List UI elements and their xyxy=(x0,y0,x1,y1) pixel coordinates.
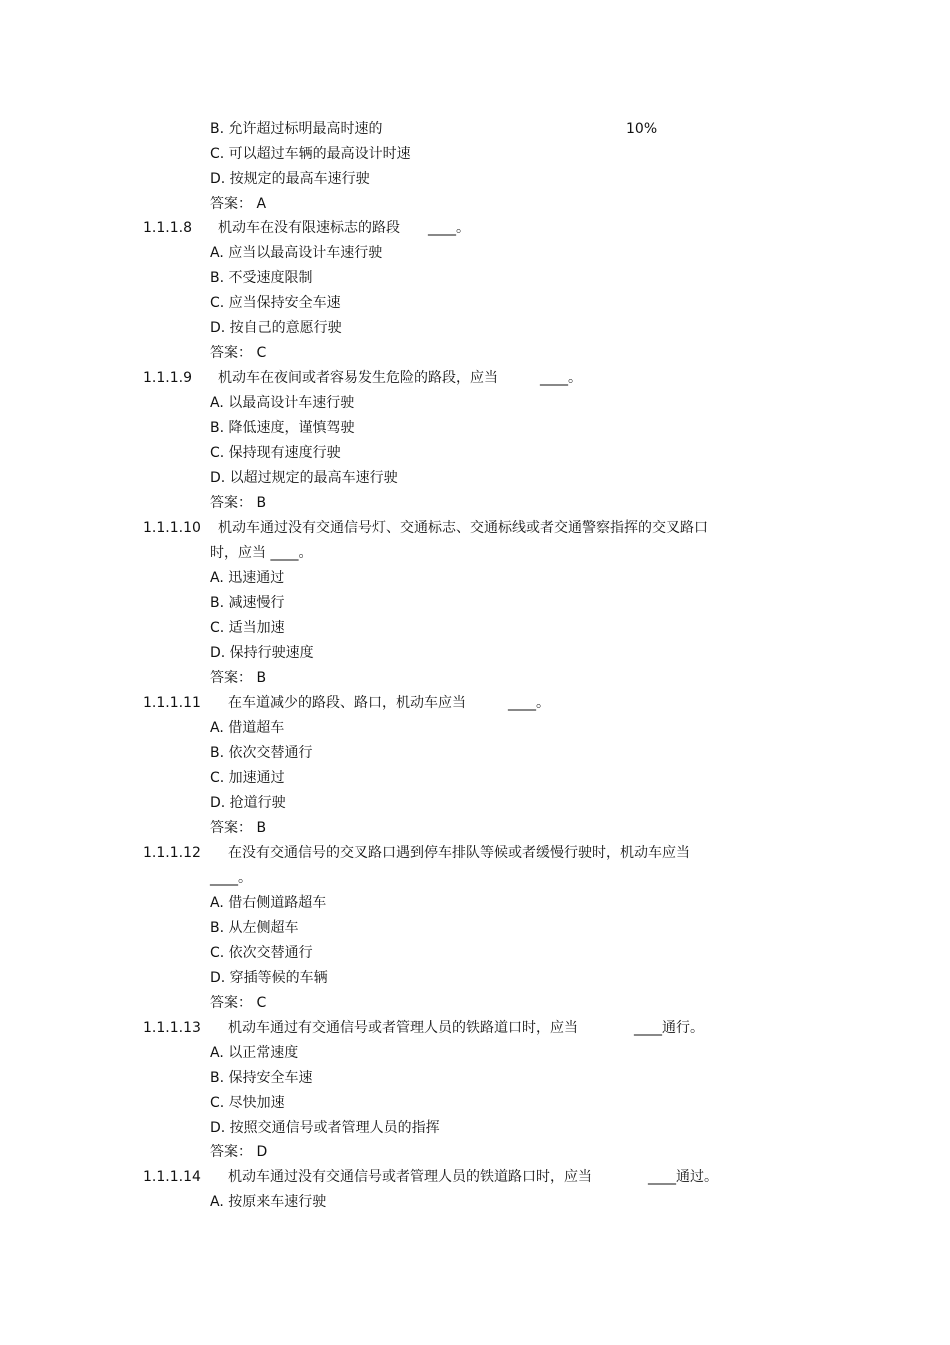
question-text: 机动车通过没有交通信号或者管理人员的铁道路口时，应当 ____通过。 xyxy=(228,1169,718,1185)
option-line: D. 按自己的意愿行驶 xyxy=(210,320,342,336)
option-line: B. 减速慢行 xyxy=(210,595,285,611)
option-line: C. 尽快加速 xyxy=(210,1095,285,1111)
option-line: A. 迅速通过 xyxy=(210,570,285,586)
option-line: B. 不受速度限制 xyxy=(210,270,313,286)
question-text-continued: 时，应当 ____。 xyxy=(210,545,313,561)
option-line: A. 按原来车速行驶 xyxy=(210,1194,327,1210)
option-line: A. 应当以最高设计车速行驶 xyxy=(210,245,383,261)
option-line: D. 按照交通信号或者管理人员的指挥 xyxy=(210,1120,440,1136)
question-number: 1.1.1.9 xyxy=(143,370,192,386)
option-line: C. 加速通过 xyxy=(210,770,285,786)
option-line: A. 以最高设计车速行驶 xyxy=(210,395,355,411)
question-number: 1.1.1.10 xyxy=(143,520,201,536)
question-number: 1.1.1.11 xyxy=(143,695,201,711)
option-line: D. 按规定的最高车速行驶 xyxy=(210,171,370,187)
option-line: D. 保持行驶速度 xyxy=(210,645,314,661)
option-line: B. 降低速度，谨慎驾驶 xyxy=(210,420,355,436)
option-line: C. 可以超过车辆的最高设计时速 xyxy=(210,146,411,162)
option-line: A. 借右侧道路超车 xyxy=(210,895,327,911)
answer-line: 答案： B xyxy=(210,670,267,686)
option-text: B. 允许超过标明最高时速的 xyxy=(210,121,383,137)
question-number: 1.1.1.14 xyxy=(143,1169,201,1185)
question-text: 在车道减少的路段、路口，机动车应当 ____。 xyxy=(228,695,550,711)
option-line: B. 依次交替通行 xyxy=(210,745,313,761)
question-number: 1.1.1.12 xyxy=(143,845,201,861)
option-line: A. 借道超车 xyxy=(210,720,285,736)
option-line: A. 以正常速度 xyxy=(210,1045,299,1061)
question-text: 机动车在没有限速标志的路段 ____。 xyxy=(218,220,470,236)
question-number: 1.1.1.8 xyxy=(143,220,192,236)
question-text: 在没有交通信号的交叉路口遇到停车排队等候或者缓慢行驶时，机动车应当 xyxy=(228,845,690,861)
answer-line: 答案： D xyxy=(210,1144,268,1160)
question-number: 1.1.1.13 xyxy=(143,1020,201,1036)
answer-line: 答案： A xyxy=(210,196,267,212)
option-line: D. 抢道行驶 xyxy=(210,795,286,811)
option-line: C. 适当加速 xyxy=(210,620,285,636)
option-line: B. 保持安全车速 xyxy=(210,1070,313,1086)
answer-line: 答案： C xyxy=(210,995,267,1011)
question-text: 机动车通过有交通信号或者管理人员的铁路道口时，应当 ____通行。 xyxy=(228,1020,704,1036)
option-line: D. 穿插等候的车辆 xyxy=(210,970,328,986)
question-text: 机动车通过没有交通信号灯、交通标志、交通标线或者交通警察指挥的交叉路口 xyxy=(218,520,708,536)
answer-line: 答案： B xyxy=(210,820,267,836)
option-line: C. 应当保持安全车速 xyxy=(210,295,341,311)
percent-value: 10% xyxy=(626,121,658,137)
option-line: B. 从左侧超车 xyxy=(210,920,299,936)
option-line: C. 依次交替通行 xyxy=(210,945,313,961)
option-line: C. 保持现有速度行驶 xyxy=(210,445,341,461)
question-text: 机动车在夜间或者容易发生危险的路段，应当 ____。 xyxy=(218,370,582,386)
answer-line: 答案： C xyxy=(210,345,267,361)
question-text-continued: ____。 xyxy=(210,870,252,886)
option-line xyxy=(210,120,658,138)
option-line: D. 以超过规定的最高车速行驶 xyxy=(210,470,398,486)
answer-line: 答案： B xyxy=(210,495,267,511)
